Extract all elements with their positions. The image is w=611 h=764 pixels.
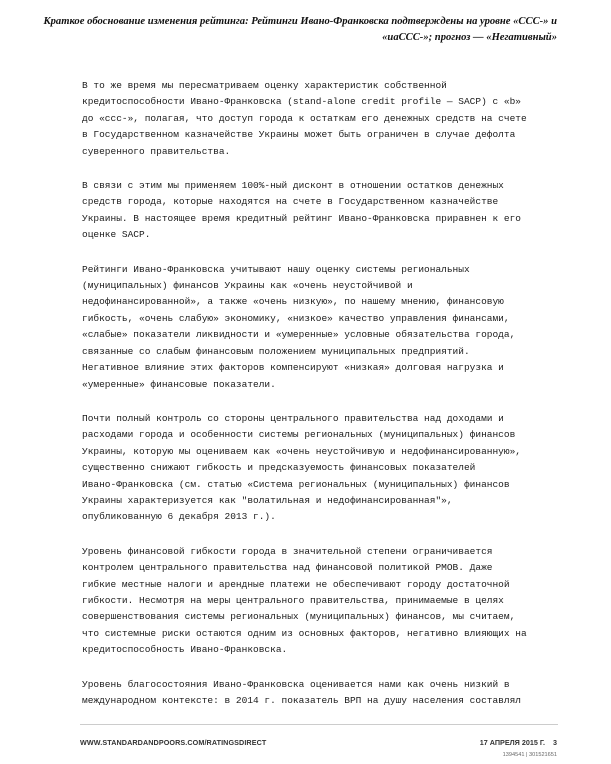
paragraph-cash-discount: В связи с этим мы применяем 100%-ный дисконт в отношении остатков денежных средств города, которые находятся на счете в Государственном казначействе Украины. В настоящее время кредитный рейтинг Ивано-Франковска приравнен к его оценке SACP. xyxy=(82,180,521,241)
header-title-line-1: Краткое обоснование изменения рейтинга: Рейтинги Ивано-Франковска подтверждены на уровне «ССС-» и xyxy=(43,16,557,27)
document-body xyxy=(82,78,542,727)
paragraph-financial-flexibility: Уровень финансовой гибкости города в значительной степени ограничивается контролем центрального правительства над финансовой политикой РМОВ. Даже гибкие местные налоги и арендные платежи не обеспечивают городу достаточной гибкости. Несмотря на меры центрального правительства, принимаемые в целях совершенствования системы региональных (муниципальных) финансов, мы считаем, что системные риски остаются одним из основных факторов, негативно влияющих на кредитоспособность Ивано-Франковска. xyxy=(82,545,527,656)
footer-page-number: 3 xyxy=(553,738,557,747)
paragraph-sacp-revision: В то же время мы пересматриваем оценку характеристик собственной кредитоспособности Ивано-Франковска (stand-alone credit profile — SACP) с «b» до «ccc-», полагая, что доступ города к остаткам его денежных средств на счете в Государственном казначействе Украины может быть ограничен в случае дефолта суверенного правительства. xyxy=(82,80,527,157)
footer-date-page xyxy=(474,738,557,747)
header-title-line-2: «uaCCC-»; прогноз — «Негативный» xyxy=(382,32,557,43)
footer-date: 17 АПРЕЛЯ 2015 Г. xyxy=(479,738,545,747)
paragraph-wealth-level: Уровень благосостояния Ивано-Франковска оценивается нами как очень низкий в международном контексте: в 2014 г. показатель ВРП на душу населения составлял xyxy=(82,678,521,706)
footer-website-link[interactable]: WWW.STANDARDANDPOORS.COM/RATINGSDIRECT xyxy=(80,738,267,747)
footer-divider xyxy=(80,724,558,725)
paragraph-rating-factors: Рейтинги Ивано-Франковска учитывают нашу оценку системы региональных (муниципальных) финансов Украины как «очень неустойчивой и недофинансированной», а также «очень низкую», по нашему мнению, финансовую гибкость, «очень слабую» экономику, «низкое» качество управления финансами, «слабые» показатели ликвидности и «умеренные» условные обязательства города, связанные со слабым финансовым положением муниципальных предприятий. Негативное влияние этих факторов компенсируют «низкая» долговая нагрузка и «умеренные» финансовые показатели. xyxy=(82,263,516,390)
footer-document-code: 1394541 | 301521651 xyxy=(502,752,557,758)
document-header-title xyxy=(37,14,557,46)
paragraph-central-control: Почти полный контроль со стороны центрального правительства над доходами и расходами города и особенности системы региональных (муниципальных) финансов Украины, которую мы оцениваем как «очень неустойчивую и недофинансированную», существенно снижают гибкость и предсказуемость финансовых показателей Ивано-Франковска (см. статью «Система региональных (муниципальных) финансов Украины характеризуется как "волатильная и недофинансированная"», опубликованную 6 декабря 2013 г.). xyxy=(82,412,521,523)
